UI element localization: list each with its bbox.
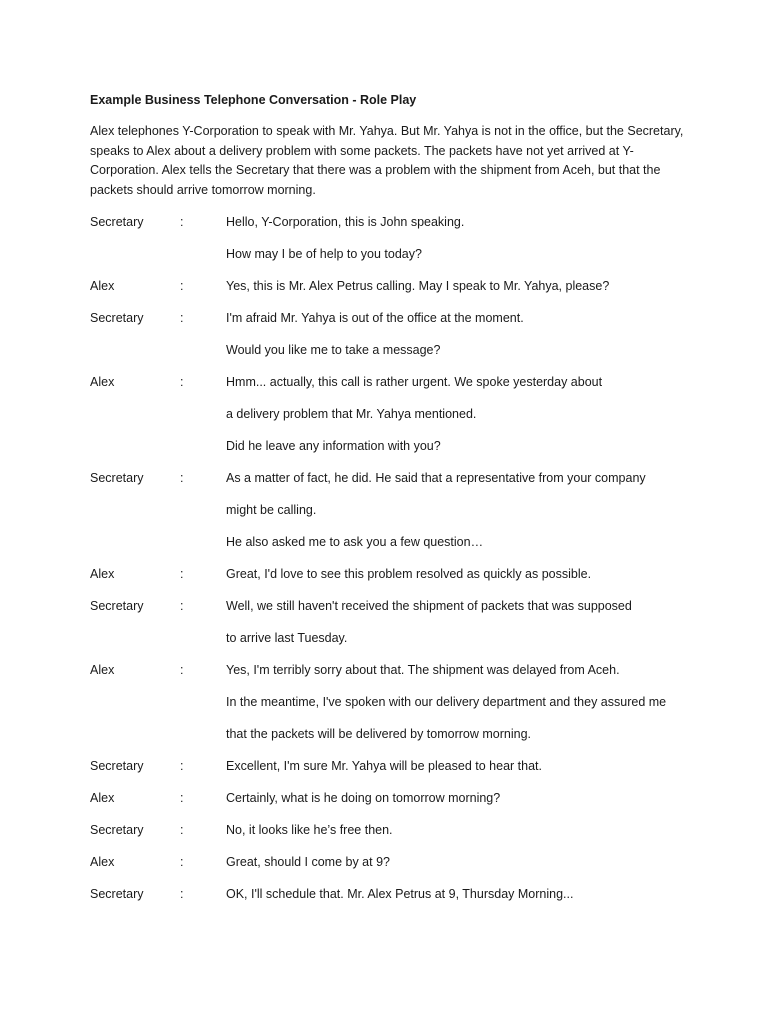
dialogue-turn — [90, 462, 688, 558]
dialogue-turn — [90, 590, 688, 654]
speech-line: OK, I'll schedule that. Mr. Alex Petrus at 9, Thursday Morning... — [226, 887, 574, 901]
speech-lines — [226, 814, 688, 846]
dialogue-turn — [90, 558, 688, 590]
dialogue-turn — [90, 302, 688, 366]
speaker-separator: : — [180, 375, 184, 389]
speaker-name: Secretary — [90, 823, 144, 837]
speech-line: Certainly, what is he doing on tomorrow morning? — [226, 791, 501, 805]
speech-line: How may I be of help to you today? — [226, 247, 422, 261]
speaker-name: Secretary — [90, 759, 144, 773]
speech-lines — [226, 270, 688, 302]
speaker-name: Alex — [90, 375, 115, 389]
dialogue-turn — [90, 782, 688, 814]
speech-line: Hello, Y-Corporation, this is John speaking. — [226, 215, 465, 229]
speaker-name: Alex — [90, 791, 115, 805]
intro-paragraph: Alex telephones Y-Corporation to speak with Mr. Yahya. But Mr. Yahya is not in the office, but the Secretary, speaks to Alex about a delivery problem with some packets. The packets have not yet arrived at Y-Corporation. Alex tells the Secretary that there was a problem with the shipment from Aceh, but that the packets should arrive tomorrow morning. — [90, 124, 684, 197]
speech-line: Did he leave any information with you? — [226, 439, 441, 453]
speaker-name: Secretary — [90, 471, 144, 485]
speech-lines — [226, 302, 688, 366]
speech-line: Excellent, I'm sure Mr. Yahya will be pleased to hear that. — [226, 759, 542, 773]
dialogue-turn — [90, 814, 688, 846]
dialogue-turn — [90, 270, 688, 302]
speaker-separator: : — [180, 855, 184, 869]
speaker-name: Secretary — [90, 215, 144, 229]
speaker-separator: : — [180, 791, 184, 805]
speaker-separator: : — [180, 311, 184, 325]
speaker-name: Secretary — [90, 599, 144, 613]
speech-line: I'm afraid Mr. Yahya is out of the office at the moment. — [226, 311, 524, 325]
speech-lines — [226, 846, 688, 878]
speech-line: Great, should I come by at 9? — [226, 855, 390, 869]
speech-line: Hmm... actually, this call is rather urgent. We spoke yesterday about — [226, 375, 603, 389]
speech-line: Would you like me to take a message? — [226, 343, 441, 357]
speech-lines — [226, 878, 688, 910]
speech-line: a delivery problem that Mr. Yahya mentioned. — [226, 407, 477, 421]
speech-lines — [226, 590, 688, 654]
document-title: Example Business Telephone Conversation - Role Play — [90, 93, 417, 107]
speaker-separator: : — [180, 215, 184, 229]
speaker-name: Alex — [90, 567, 115, 581]
dialogue-turn — [90, 846, 688, 878]
speech-line: He also asked me to ask you a few question… — [226, 535, 484, 549]
speaker-separator: : — [180, 279, 184, 293]
dialogue-turn — [90, 206, 688, 270]
speech-line: No, it looks like he’s free then. — [226, 823, 393, 837]
dialogue-turn — [90, 750, 688, 782]
speaker-separator: : — [180, 599, 184, 613]
dialogue-turn — [90, 654, 688, 750]
speaker-separator: : — [180, 887, 184, 901]
speech-line: that the packets will be delivered by tomorrow morning. — [226, 727, 532, 741]
dialogue-turn — [90, 366, 688, 462]
speech-line: Well, we still haven't received the shipment of packets that was supposed — [226, 599, 632, 613]
dialogue-turn — [90, 878, 688, 910]
speech-lines — [226, 558, 688, 590]
speaker-name: Alex — [90, 663, 115, 677]
speech-line: might be calling. — [226, 503, 317, 517]
speech-line: Yes, this is Mr. Alex Petrus calling. May I speak to Mr. Yahya, please? — [226, 279, 610, 293]
speech-lines — [226, 782, 688, 814]
dialogue — [90, 206, 688, 910]
speaker-separator: : — [180, 823, 184, 837]
speaker-separator: : — [180, 567, 184, 581]
speaker-separator: : — [180, 759, 184, 773]
speech-lines — [226, 366, 688, 462]
speaker-name: Alex — [90, 855, 115, 869]
speech-lines — [226, 206, 688, 270]
speech-line: In the meantime, I've spoken with our delivery department and they assured me — [226, 695, 667, 709]
speech-line: Great, I'd love to see this problem resolved as quickly as possible. — [226, 567, 592, 581]
speech-lines — [226, 462, 688, 558]
speech-line: As a matter of fact, he did. He said that a representative from your company — [226, 471, 646, 485]
speaker-separator: : — [180, 471, 184, 485]
speaker-name: Secretary — [90, 311, 144, 325]
speaker-name: Alex — [90, 279, 115, 293]
speech-line: Yes, I'm terribly sorry about that. The shipment was delayed from Aceh. — [226, 663, 620, 677]
speaker-name: Secretary — [90, 887, 144, 901]
speech-line: to arrive last Tuesday. — [226, 631, 348, 645]
speech-lines — [226, 750, 688, 782]
speech-lines — [226, 654, 688, 750]
speaker-separator: : — [180, 663, 184, 677]
